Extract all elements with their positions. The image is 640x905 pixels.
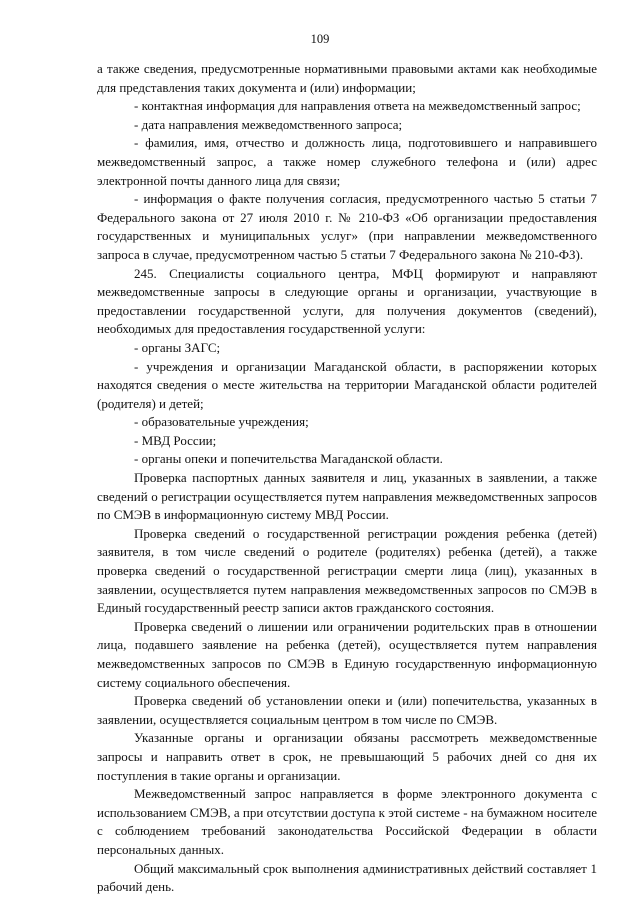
paragraph-birth-registration-check: Проверка сведений о государственной регистрации рождения ребенка (детей) заявителя, в том числе сведений о родителе (родителях) ребенка (детей), а также проверка сведений о государственной регистрации смерти лица (лиц), указанных в заявлении, осуществляется путем направления межведомственных запросов по СМЭВ в Единый государственный реестр записи актов гражданского состояния. — [97, 525, 597, 616]
document-body — [97, 60, 597, 897]
paragraph-parental-rights-check: Проверка сведений о лишении или ограничении родительских прав в отношении лица, подавшего заявление на ребенка (детей), осуществляется путем направления межведомственных запросов по СМЭВ в Единую государственную информационную систему социального обеспечения. — [97, 618, 597, 690]
list-item-institutions: - учреждения и организации Магаданской области, в распоряжении которых находятся сведения о месте жительства на территории Магаданской области родителей (родителя) и детей; — [97, 358, 597, 411]
page-number: 109 — [310, 32, 330, 46]
paragraph-passport-check: Проверка паспортных данных заявителя и лиц, указанных в заявлении, а также сведений о регистрации осуществляется путем направления межведомственных запросов по СМЭВ в информационную систему МВД России. — [97, 470, 597, 523]
list-item-guardianship: - органы опеки и попечительства Магаданской области. — [134, 451, 443, 467]
paragraph-request-form: Межведомственный запрос направляется в форме электронного документа с использованием СМЭВ, а при отсутствии доступа к этой системе - на бумажном носителе с соблюдением требований законодательства Российской Федерации в области персональных данных. — [97, 786, 597, 857]
list-item-mvd: - МВД России; — [134, 432, 217, 448]
paragraph-guardianship-check: Проверка сведений об установлении опеки и (или) попечительства, указанных в заявлении, осуществляется социальным центром в том числе по СМЭВ. — [97, 693, 597, 727]
paragraph: а также сведения, предусмотренные нормативными правовыми актами как необходимые для представления таких документа и (или) информации; — [97, 61, 597, 95]
list-item-consent-info: - информация о факте получения согласия, предусмотренного частью 5 статьи 7 Федерального закона от 27 июля 2010 г. № 210-ФЗ «Об организации предоставления государственных и муниципальных услуг» (при направлении межведомственного запроса в случае, предусмотренном частью 5 статьи 7 Федерального закона № 210-ФЗ). — [97, 191, 597, 262]
list-item-contact-info: - контактная информация для направления ответа на межведомственный запрос; — [134, 98, 581, 114]
list-item-request-date: - дата направления межведомственного запроса; — [134, 116, 403, 132]
paragraph-245: 245. Специалисты социального центра, МФЦ формируют и направляют межведомственные запросы в следующие органы и организации, участвующие в предоставлении государственной услуги, для получения документов (сведений), необходимых для предоставления государственной услуги: — [97, 265, 597, 337]
paragraph-total-duration: Общий максимальный срок выполнения административных действий составляет 1 рабочий день. — [97, 860, 597, 895]
list-item-responsible-person: - фамилия, имя, отчество и должность лица, подготовившего и направившего межведомственный запрос, а также номер служебного телефона и (или) адрес электронной почты данного лица для связи; — [97, 135, 597, 188]
paragraph-response-deadline: Указанные органы и организации обязаны рассмотреть межведомственные запросы и направить ответ в срок, не превышающий 5 рабочих дней со дня их поступления в такие органы и организации. — [97, 730, 597, 783]
list-item-education: - образовательные учреждения; — [134, 414, 309, 430]
list-item-zags: - органы ЗАГС; — [134, 339, 221, 355]
